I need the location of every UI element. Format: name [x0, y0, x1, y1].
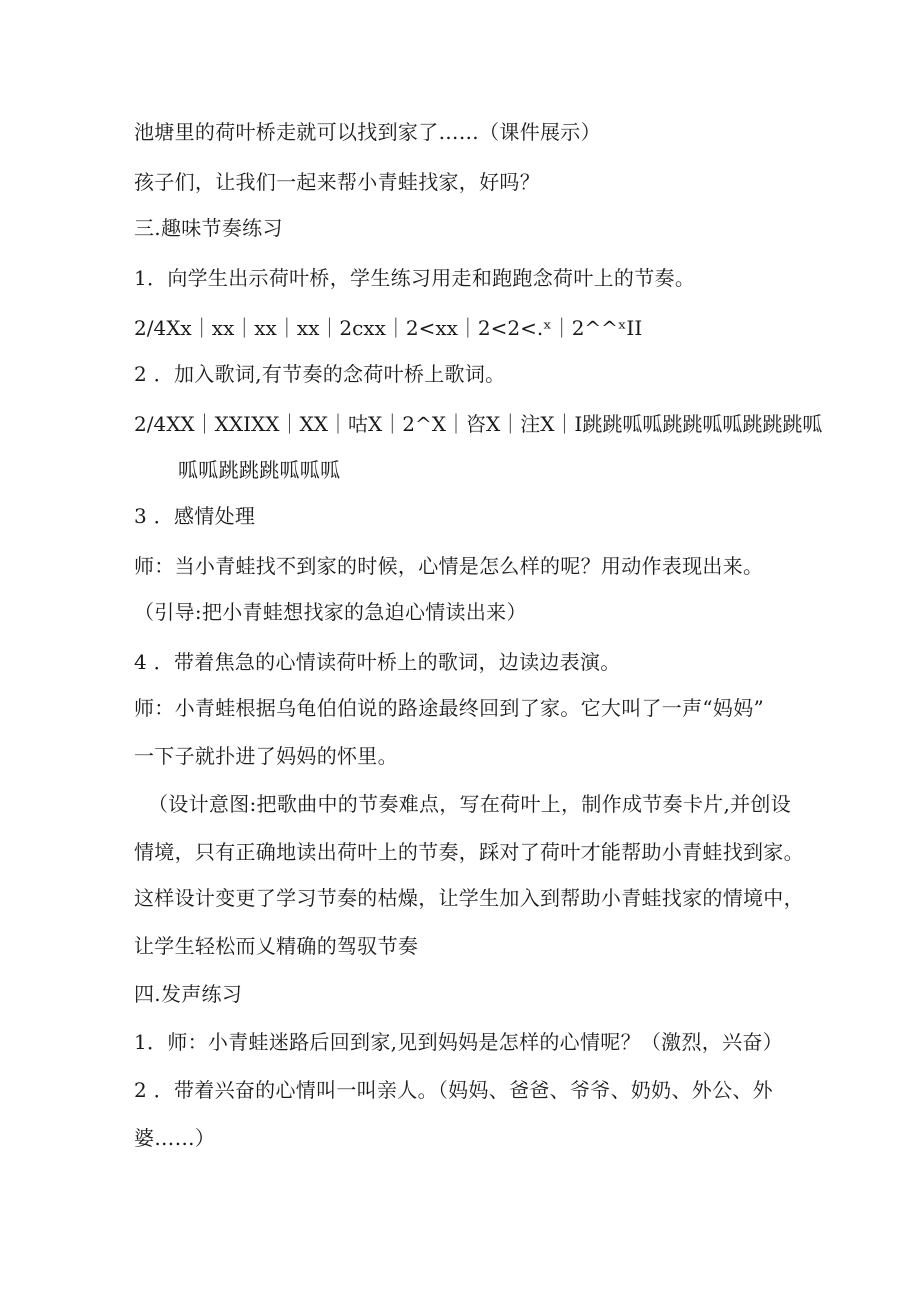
- vocal-step-2-continued: 婆……）: [134, 1126, 216, 1150]
- guide-note: （引导:把小青蛙想找家的急迫心情读出来）: [134, 600, 527, 624]
- design-intent-line-4: 让学生轻松而乂精确的驾驭节奏: [134, 934, 419, 958]
- step-1-text: 1．向学生出示荷叶桥，学生练习用走和跑跑念荷叶上的节奏。: [134, 266, 696, 290]
- text-line-question: 孩子们，让我们一起来帮小青蛙找家，好吗？: [134, 170, 540, 194]
- vocal-step-2: 2 ．带着兴奋的心情叫一叫亲人。（妈妈、爸爸、爷爷、奶奶、外公、外: [134, 1078, 773, 1102]
- design-intent-line-3: 这样设计变更了学习节奏的枯燥，让学生加入到帮助小青蛙找家的情境中，: [134, 886, 804, 910]
- vocal-step-1: 1．师：小青蛙迷路后回到家,见到妈妈是怎样的心情呢？（激烈，兴奋）: [134, 1030, 783, 1054]
- rhythm-notation-2: 2/4XX｜XXIXX｜XX｜咕X｜2^X｜咨X｜注X｜I跳跳呱呱跳跳呱呱跳跳跳呱: [134, 412, 823, 436]
- section-heading-rhythm: 三.趣味节奏练习: [134, 216, 283, 240]
- rhythm-notation-2-continued: 呱呱跳跳跳呱呱呱: [178, 458, 341, 482]
- design-intent-line-1: （设计意图:把歌曲中的节奏难点，写在荷叶上，制作成节奏卡片,并创设: [148, 792, 791, 816]
- rhythm-notation-1: 2/4Xx｜xx｜xx｜xx｜2cxx｜2<xx｜2<2<.ˣ｜2^^ˣII: [134, 316, 643, 340]
- teacher-line-2-continued: 一下子就扑进了妈妈的怀里。: [134, 744, 398, 768]
- section-heading-vocal: 四.发声练习: [134, 982, 243, 1006]
- teacher-line-2: 师：小青蛙根据乌龟伯伯说的路途最终回到了家。它大叫了一声“妈妈”: [134, 696, 765, 720]
- teacher-line-1: 师：当小青蛙找不到家的时候，心情是怎么样的呢？用动作表现出来。: [134, 554, 764, 578]
- text-line-courseware: 池塘里的荷叶桥走就可以找到家了……（课件展示）: [134, 120, 601, 144]
- step-2-text: 2 ．加入歌词,有节奏的念荷叶桥上歌词。: [134, 362, 506, 386]
- step-4-text: 4 ．带着焦急的心情读荷叶桥上的歌词，边读边表演。: [134, 650, 621, 674]
- step-3-text: 3 ．感情处理: [134, 504, 256, 528]
- design-intent-line-2: 情境，只有正确地读出荷叶上的节奏，踩对了荷叶才能帮助小青蛙找到家。: [134, 840, 804, 864]
